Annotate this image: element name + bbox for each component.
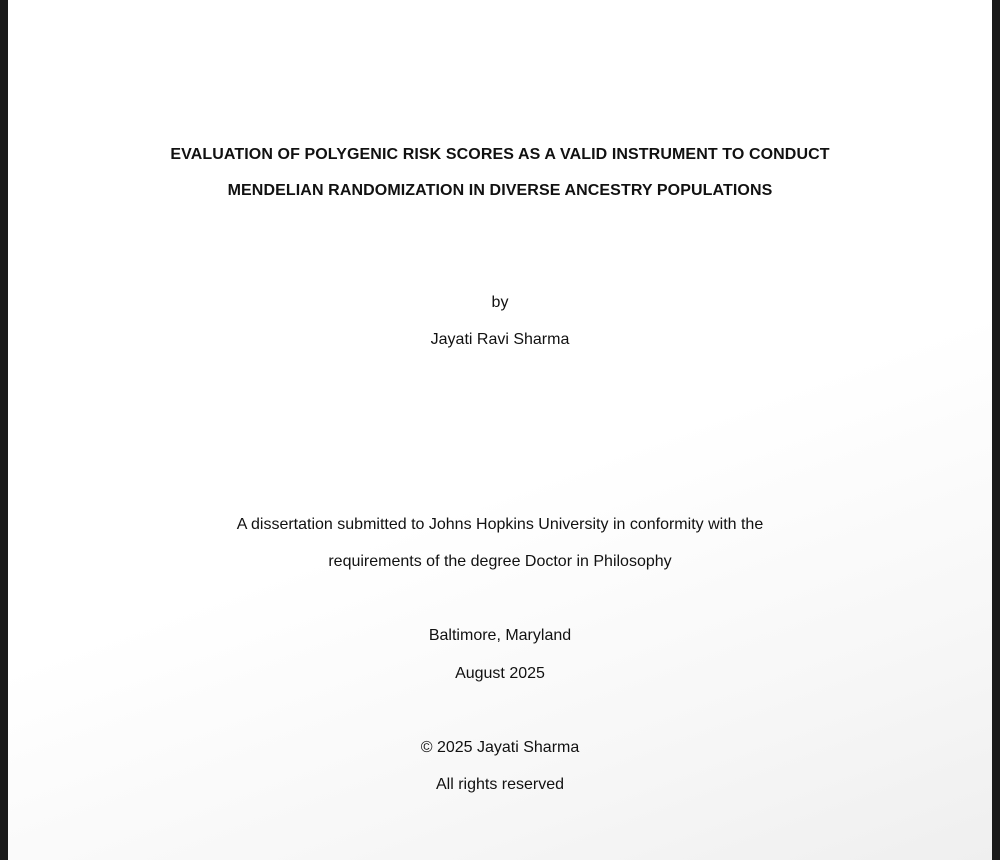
location: Baltimore, Maryland <box>428 627 572 644</box>
submission-statement-line-2: requirements of the degree Doctor in Philosophy <box>328 553 672 570</box>
submission-statement-line-1: A dissertation submitted to Johns Hopkins University in conformity with the <box>236 516 764 533</box>
title-line-2: MENDELIAN RANDOMIZATION IN DIVERSE ANCESTRY POPULATIONS <box>227 182 773 199</box>
title-page <box>8 0 992 860</box>
date: August 2025 <box>455 665 545 682</box>
copyright-notice: © 2025 Jayati Sharma <box>420 739 580 756</box>
rights-statement: All rights reserved <box>435 776 565 793</box>
author-name: Jayati Ravi Sharma <box>430 331 570 348</box>
by-label: by <box>491 294 509 311</box>
title-line-1: EVALUATION OF POLYGENIC RISK SCORES AS A VALID INSTRUMENT TO CONDUCT <box>170 146 830 163</box>
